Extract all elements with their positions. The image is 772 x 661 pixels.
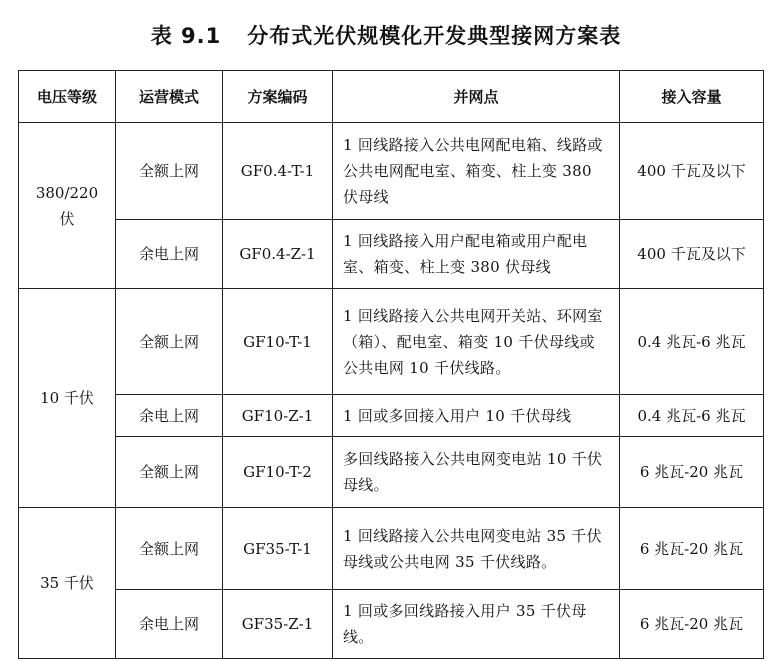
mode-cell: 余电上网	[116, 220, 223, 289]
header-code: 方案编码	[223, 71, 333, 123]
voltage-cell: 380/220 伏	[19, 123, 116, 289]
capacity-cell: 6 兆瓦-20 兆瓦	[620, 590, 764, 659]
capacity-cell: 6 兆瓦-20 兆瓦	[620, 508, 764, 590]
access-scheme-table	[18, 70, 764, 659]
mode-cell: 全额上网	[116, 123, 223, 220]
code-cell: GF0.4-T-1	[223, 123, 333, 220]
table-row	[19, 289, 764, 395]
capacity-cell: 400 千瓦及以下	[620, 220, 764, 289]
point-cell: 多回线路接入公共电网变电站 10 千伏母线。	[333, 437, 620, 508]
header-row	[19, 71, 764, 123]
table-row	[19, 395, 764, 437]
mode-cell: 全额上网	[116, 289, 223, 395]
mode-cell: 全额上网	[116, 437, 223, 508]
header-point: 并网点	[333, 71, 620, 123]
capacity-cell: 0.4 兆瓦-6 兆瓦	[620, 289, 764, 395]
table-row	[19, 590, 764, 659]
header-mode: 运营模式	[116, 71, 223, 123]
mode-cell: 余电上网	[116, 395, 223, 437]
mode-cell: 余电上网	[116, 590, 223, 659]
capacity-cell: 6 兆瓦-20 兆瓦	[620, 437, 764, 508]
code-cell: GF10-T-1	[223, 289, 333, 395]
table-row	[19, 123, 764, 220]
code-cell: GF0.4-Z-1	[223, 220, 333, 289]
header-voltage: 电压等级	[19, 71, 116, 123]
table-row	[19, 437, 764, 508]
header-capacity: 接入容量	[620, 71, 764, 123]
table-number: 表 9.1	[150, 24, 222, 48]
point-cell: 1 回线路接入公共电网开关站、环网室（箱）、配电室、箱变 10 千伏母线或公共电网 10 千伏线路。	[333, 289, 620, 395]
code-cell: GF10-Z-1	[223, 395, 333, 437]
table-row	[19, 508, 764, 590]
code-cell: GF10-T-2	[223, 437, 333, 508]
point-cell: 1 回或多回线路接入用户 35 千伏母线。	[333, 590, 620, 659]
code-cell: GF35-T-1	[223, 508, 333, 590]
table-row	[19, 220, 764, 289]
voltage-cell: 35 千伏	[19, 508, 116, 659]
table-title: 分布式光伏规模化开发典型接网方案表	[247, 24, 622, 48]
voltage-cell: 10 千伏	[19, 289, 116, 508]
capacity-cell: 0.4 兆瓦-6 兆瓦	[620, 395, 764, 437]
mode-cell: 全额上网	[116, 508, 223, 590]
code-cell: GF35-Z-1	[223, 590, 333, 659]
point-cell: 1 回线路接入公共电网配电箱、线路或公共电网配电室、箱变、柱上变 380 伏母线	[333, 123, 620, 220]
capacity-cell: 400 千瓦及以下	[620, 123, 764, 220]
point-cell: 1 回或多回接入用户 10 千伏母线	[333, 395, 620, 437]
point-cell: 1 回线路接入用户配电箱或用户配电室、箱变、柱上变 380 伏母线	[333, 220, 620, 289]
point-cell: 1 回线路接入公共电网变电站 35 千伏母线或公共电网 35 千伏线路。	[333, 508, 620, 590]
table-caption	[0, 20, 772, 50]
